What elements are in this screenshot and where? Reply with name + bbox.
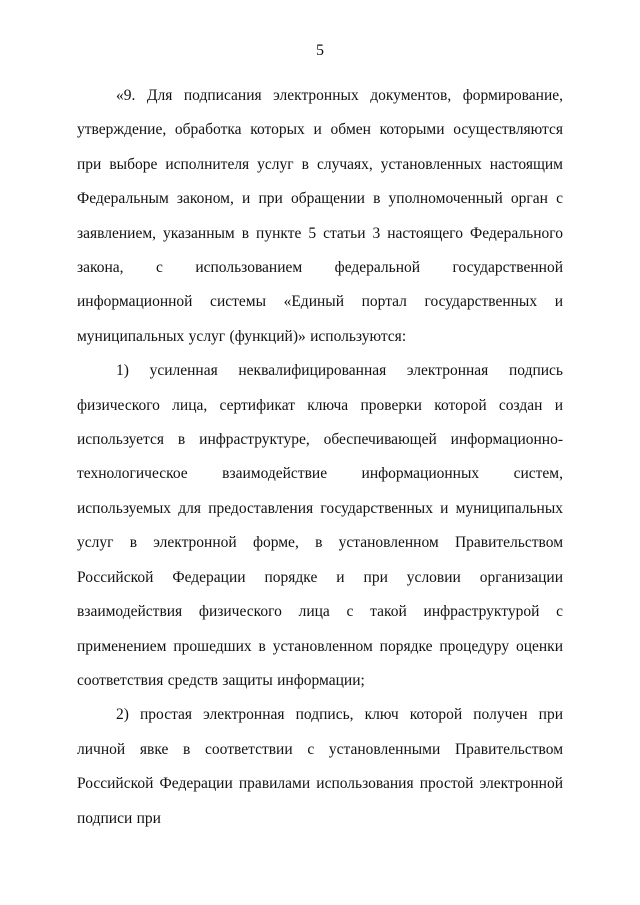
paragraph-9: «9. Для подписания электронных документов, формирование, утверждение, обработка которых и обмен которыми осуществляются при выборе исполнителя услуг в случаях, установленных настоящим Федеральным законом, и при обращении в уполномоченный орган с заявлением, указанным в пункте 5 статьи 3 настоящего Федерального закона, с использованием федеральной государственной информационной системы «Единый портал государственных и муниципальных услуг (функций)» используются: [77, 87, 563, 345]
paragraph-item-1: 1) усиленная неквалифицированная электронная подпись физического лица, сертификат ключа проверки которой создан и используется в инфраструктуре, обеспечивающей информационно-технологическое взаимодействие информационных систем, используемых для предоставления государственных и муниципальных услуг в электронной форме, в установленном Правительством Российской Федерации порядке и при условии организации взаимодействия физического лица с такой инфраструктурой с применением прошедших в установленном порядке процедуру оценки соответствия средств защиты информации; [77, 362, 563, 689]
paragraph-item-2: 2) простая электронная подпись, ключ которой получен при личной явке в соответствии с установленными Правительством Российской Федерации правилами использования простой электронной подписи при [77, 706, 563, 827]
document-body [77, 79, 563, 836]
page-number: 5 [316, 42, 324, 59]
